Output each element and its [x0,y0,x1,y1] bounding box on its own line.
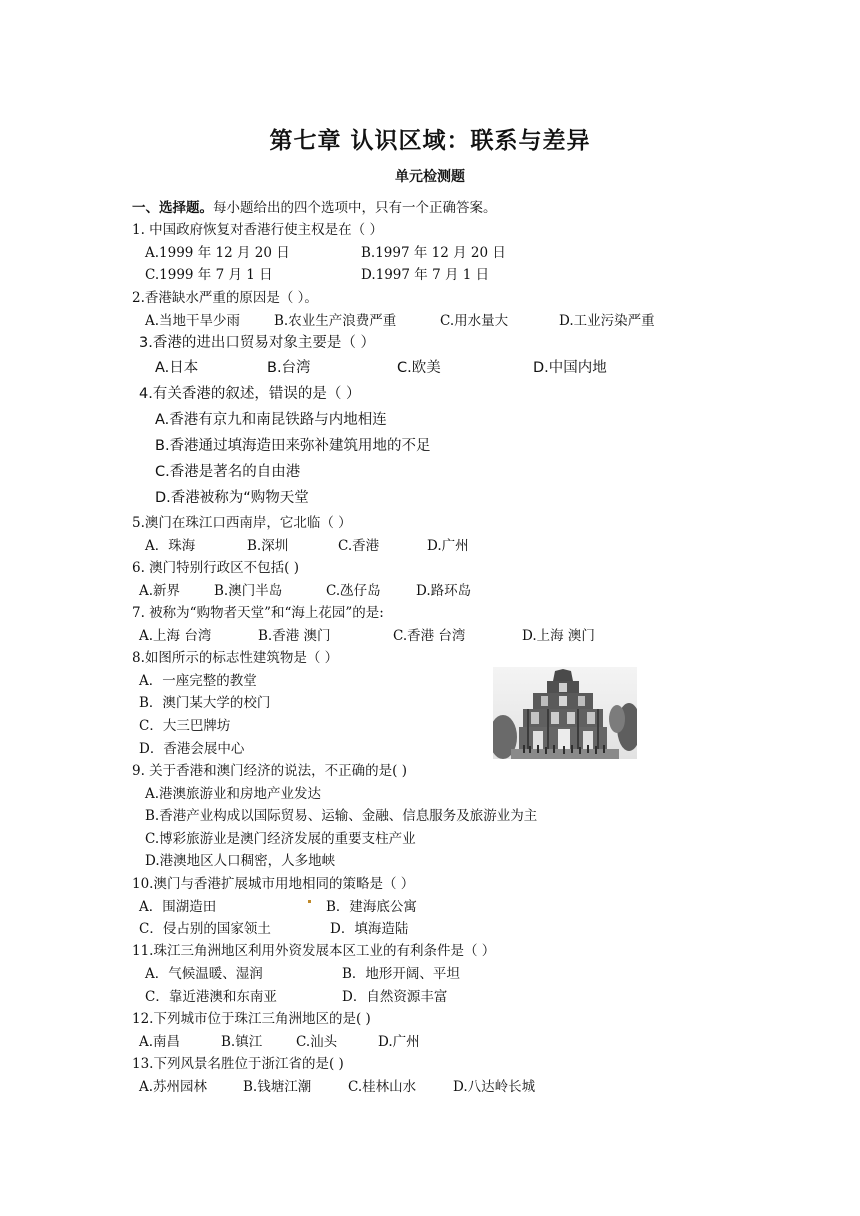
question-stem: 12.下列城市位于珠江三角洲地区的是( ) [132,1011,371,1027]
question-stem: 9. 关于香港和澳门经济的说法，不正确的是( ) [132,763,407,779]
answer-option: A.当地干旱少雨 [145,313,241,329]
answer-option: A．一座完整的教堂 [139,673,257,689]
answer-option: A.苏州园林 [139,1079,208,1095]
answer-option: A.1999 年 12 月 20 日 [145,245,290,261]
question-stem: 2.香港缺水严重的原因是（ ）。 [132,290,318,306]
answer-option: C.氹仔岛 [326,583,381,599]
section-instruction: 每小题给出的四个选项中，只有一个正确答案。 [213,200,497,216]
answer-option: B．建海底公寓 [326,899,417,915]
answer-option: D.广州 [378,1034,420,1050]
answer-option: A．围湖造田 [139,899,217,915]
question-stem: 10.澳门与香港扩展城市用地相同的策略是（ ） [132,876,415,892]
answer-option: D.工业污染严重 [559,313,655,329]
answer-option: C.用水量大 [440,313,509,329]
answer-option: B.镇江 [221,1034,263,1050]
question-stem: 5.澳门在珠江口西南岸，它北临（ ） [132,515,352,531]
page-title: 第七章 认识区域：联系与差异 [269,128,591,154]
section-header [132,199,497,217]
answer-option: A.港澳旅游业和房地产业发达 [145,786,322,802]
answer-option: D.港澳地区人口稠密，人多地峡 [145,853,336,869]
question-stem: 7. 被称为“购物者天堂”和“海上花园”的是: [132,605,384,621]
question-stem: 3.香港的进出口贸易对象主要是（ ） [139,335,375,351]
answer-option: D.香港被称为“购物天堂 [155,490,309,506]
answer-option: C．靠近港澳和东南亚 [145,989,277,1005]
answer-option: B.香港 澳门 [258,628,331,644]
answer-option: D.上海 澳门 [522,628,595,644]
answer-option: B.钱塘江潮 [243,1079,312,1095]
answer-option: D.中国内地 [533,360,607,376]
question-stem: 1. 中国政府恢复对香港行使主权是在（ ） [132,222,383,238]
answer-option: B.农业生产浪费严重 [274,313,397,329]
answer-option: C.香港是著名的自由港 [155,464,301,480]
answer-option: C．大三巴牌坊 [139,718,231,734]
answer-option: C.1999 年 7 月 1 日 [145,267,273,283]
answer-option: A.新界 [139,583,181,599]
answer-option: D.1997 年 7 月 1 日 [361,267,490,283]
answer-option: D.广州 [427,538,469,554]
page-subtitle: 单元检测题 [395,169,465,185]
answer-option: B.深圳 [247,538,289,554]
answer-option: C.博彩旅游业是澳门经济发展的重要支柱产业 [145,831,416,847]
question-stem: 13.下列风景名胜位于浙江省的是( ) [132,1056,344,1072]
answer-option: C.欧美 [397,360,441,376]
answer-option: A.香港有京九和南昆铁路与内地相连 [155,412,387,428]
answer-option: B．澳门某大学的校门 [139,695,271,711]
question-stem: 11.珠江三角洲地区利用外资发展本区工业的有利条件是（ ） [132,943,496,959]
answer-option: C.汕头 [296,1034,338,1050]
question-stem: 6. 澳门特别行政区不包括( ) [132,560,299,576]
answer-option: A.日本 [155,360,199,376]
answer-option: D．自然资源丰富 [342,989,448,1005]
stray-mark [308,900,311,903]
answer-option: D．香港会展中心 [139,741,245,757]
answer-option: A.上海 台湾 [139,628,212,644]
answer-option: C．侵占别的国家领土 [139,921,271,937]
answer-option: B.香港通过填海造田来弥补建筑用地的不足 [155,438,431,454]
answer-option: B.香港产业构成以国际贸易、运输、金融、信息服务及旅游业为主 [145,808,538,824]
answer-option: D.路环岛 [416,583,472,599]
question-stem: 8.如图所示的标志性建筑物是（ ） [132,650,339,666]
answer-option: A．气候温暖、湿润 [145,966,263,982]
answer-option: B.台湾 [267,360,311,376]
answer-option: B.澳门半岛 [214,583,283,599]
question-stem: 4.有关香港的叙述，错误的是（ ） [139,386,361,402]
answer-option: D.八达岭长城 [453,1079,536,1095]
answer-option: D．填海造陆 [330,921,409,937]
answer-option: B.1997 年 12 月 20 日 [361,245,506,261]
ruins-of-st-pauls-photo [493,667,637,759]
answer-option: C.桂林山水 [348,1079,417,1095]
answer-option: C.香港 台湾 [393,628,466,644]
answer-option: A．珠海 [145,538,196,554]
answer-option: A.南昌 [139,1034,181,1050]
answer-option: C.香港 [338,538,380,554]
section-heading: 一、选择题。 [132,200,213,216]
answer-option: B．地形开阔、平坦 [342,966,460,982]
